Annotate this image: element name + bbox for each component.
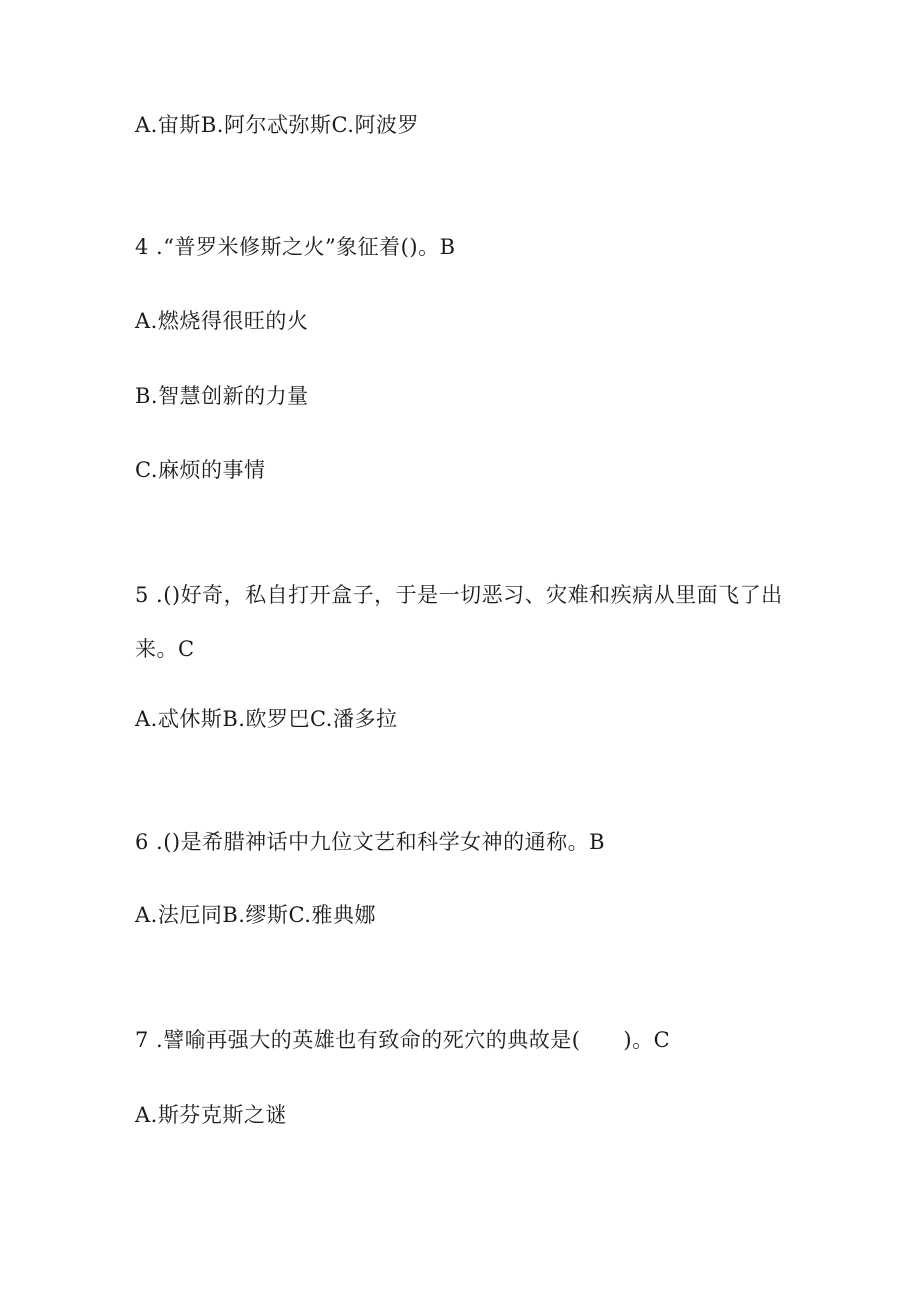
option-line-q6: A.法厄同B.缪斯C.雅典娜 xyxy=(135,903,376,927)
option-line-q4-a: A.燃烧得很旺的火 xyxy=(135,309,309,333)
option-line-q7-a: A.斯芬克斯之谜 xyxy=(135,1103,287,1127)
question-6: 6 .()是希腊神话中九位文艺和科学女神的通称。B xyxy=(135,830,606,854)
option-line-q4-b: B.智慧创新的力量 xyxy=(135,384,309,408)
question-4: 4 .“普罗米修斯之火”象征着()。B xyxy=(135,235,456,259)
question-5: 5 .()好奇，私自打开盒子，于是一切恶习、灾难和疾病从里面飞了出来。C xyxy=(135,583,783,661)
option-line-q4-c: C.麻烦的事情 xyxy=(135,458,266,482)
option-line-q5: A.忒休斯B.欧罗巴C.潘多拉 xyxy=(135,707,398,731)
question-7: 7 .譬喻再强大的英雄也有致命的死穴的典故是( )。C xyxy=(135,1028,671,1052)
option-line-q3: A.宙斯B.阿尔忒弥斯C.阿波罗 xyxy=(135,113,419,137)
